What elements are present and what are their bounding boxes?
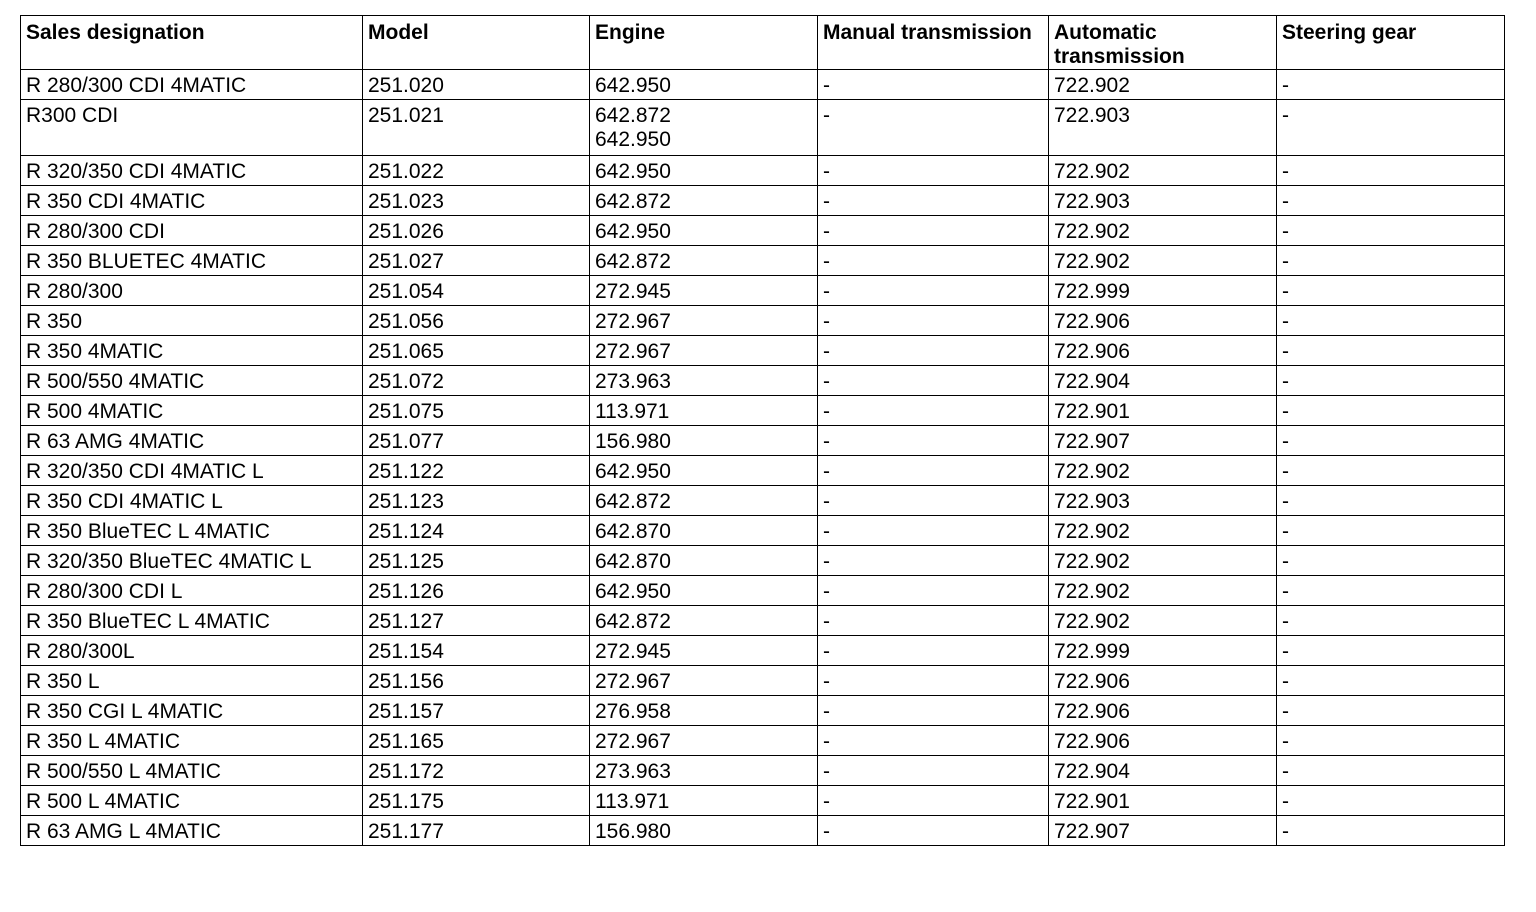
cell-steering-gear: -	[1277, 186, 1505, 216]
cell-automatic-transmission: 722.906	[1049, 666, 1277, 696]
cell-model: 251.026	[363, 216, 590, 246]
cell-steering-gear: -	[1277, 696, 1505, 726]
cell-engine: 273.963	[590, 756, 818, 786]
cell-sales-designation: R 280/300 CDI 4MATIC	[21, 70, 363, 100]
cell-engine: 113.971	[590, 396, 818, 426]
engine-line: 642.950	[595, 128, 671, 151]
cell-steering-gear: -	[1277, 100, 1505, 156]
cell-engine: 642.872	[590, 246, 818, 276]
cell-sales-designation: R 350 L	[21, 666, 363, 696]
header-model: Model	[363, 16, 590, 70]
cell-engine: 272.967	[590, 306, 818, 336]
cell-model: 251.027	[363, 246, 590, 276]
cell-automatic-transmission: 722.902	[1049, 546, 1277, 576]
cell-automatic-transmission: 722.906	[1049, 696, 1277, 726]
cell-model: 251.054	[363, 276, 590, 306]
cell-steering-gear: -	[1277, 726, 1505, 756]
table-body	[21, 70, 1505, 846]
cell-automatic-transmission: 722.903	[1049, 486, 1277, 516]
table-row	[21, 156, 1505, 186]
cell-sales-designation: R 280/300 CDI	[21, 216, 363, 246]
table-row	[21, 396, 1505, 426]
cell-manual-transmission: -	[818, 186, 1049, 216]
cell-model: 251.077	[363, 426, 590, 456]
cell-sales-designation: R 63 AMG 4MATIC	[21, 426, 363, 456]
vehicle-spec-table	[20, 15, 1505, 846]
cell-model: 251.124	[363, 516, 590, 546]
header-steering-gear: Steering gear	[1277, 16, 1505, 70]
cell-steering-gear: -	[1277, 666, 1505, 696]
cell-steering-gear: -	[1277, 336, 1505, 366]
table-row	[21, 816, 1505, 846]
cell-model: 251.022	[363, 156, 590, 186]
cell-engine: 642.950	[590, 576, 818, 606]
table-row	[21, 726, 1505, 756]
cell-engine: 642.950	[590, 70, 818, 100]
cell-engine: 642.872	[590, 606, 818, 636]
cell-steering-gear: -	[1277, 816, 1505, 846]
table-row	[21, 456, 1505, 486]
cell-sales-designation: R 500/550 L 4MATIC	[21, 756, 363, 786]
cell-engine: 276.958	[590, 696, 818, 726]
cell-sales-designation: R 350 BLUETEC 4MATIC	[21, 246, 363, 276]
table-row	[21, 100, 1505, 156]
cell-automatic-transmission: 722.907	[1049, 816, 1277, 846]
table-row	[21, 70, 1505, 100]
cell-automatic-transmission: 722.904	[1049, 756, 1277, 786]
table-row	[21, 786, 1505, 816]
cell-model: 251.175	[363, 786, 590, 816]
cell-steering-gear: -	[1277, 306, 1505, 336]
cell-manual-transmission: -	[818, 306, 1049, 336]
cell-model: 251.125	[363, 546, 590, 576]
table-row	[21, 696, 1505, 726]
cell-manual-transmission: -	[818, 246, 1049, 276]
cell-model: 251.123	[363, 486, 590, 516]
cell-sales-designation: R 63 AMG L 4MATIC	[21, 816, 363, 846]
cell-manual-transmission: -	[818, 786, 1049, 816]
cell-automatic-transmission: 722.901	[1049, 786, 1277, 816]
table-row	[21, 246, 1505, 276]
cell-manual-transmission: -	[818, 546, 1049, 576]
cell-model: 251.020	[363, 70, 590, 100]
cell-manual-transmission: -	[818, 516, 1049, 546]
cell-manual-transmission: -	[818, 156, 1049, 186]
table-row	[21, 546, 1505, 576]
cell-engine: 156.980	[590, 426, 818, 456]
cell-manual-transmission: -	[818, 426, 1049, 456]
cell-manual-transmission: -	[818, 696, 1049, 726]
cell-automatic-transmission: 722.904	[1049, 366, 1277, 396]
cell-engine: 272.967	[590, 336, 818, 366]
cell-automatic-transmission: 722.999	[1049, 636, 1277, 666]
cell-steering-gear: -	[1277, 546, 1505, 576]
engine-line: 642.872	[595, 104, 671, 127]
cell-steering-gear: -	[1277, 456, 1505, 486]
cell-engine: 642.872	[590, 186, 818, 216]
cell-manual-transmission: -	[818, 396, 1049, 426]
cell-manual-transmission: -	[818, 276, 1049, 306]
cell-manual-transmission: -	[818, 216, 1049, 246]
cell-automatic-transmission: 722.903	[1049, 186, 1277, 216]
cell-model: 251.122	[363, 456, 590, 486]
cell-automatic-transmission: 722.902	[1049, 246, 1277, 276]
cell-sales-designation: R 280/300L	[21, 636, 363, 666]
cell-manual-transmission: -	[818, 336, 1049, 366]
cell-steering-gear: -	[1277, 156, 1505, 186]
cell-model: 251.075	[363, 396, 590, 426]
cell-sales-designation: R 500 L 4MATIC	[21, 786, 363, 816]
cell-engine: 272.967	[590, 666, 818, 696]
table-row	[21, 426, 1505, 456]
cell-model: 251.177	[363, 816, 590, 846]
table-row	[21, 336, 1505, 366]
header-sales-designation: Sales designation	[21, 16, 363, 70]
cell-sales-designation: R 280/300	[21, 276, 363, 306]
cell-sales-designation: R 350 CGI L 4MATIC	[21, 696, 363, 726]
cell-engine: 273.963	[590, 366, 818, 396]
cell-model: 251.065	[363, 336, 590, 366]
cell-manual-transmission: -	[818, 816, 1049, 846]
cell-automatic-transmission: 722.906	[1049, 726, 1277, 756]
header-manual-transmission: Manual transmission	[818, 16, 1049, 70]
cell-sales-designation: R300 CDI	[21, 100, 363, 156]
table-row	[21, 576, 1505, 606]
table-row	[21, 306, 1505, 336]
cell-model: 251.056	[363, 306, 590, 336]
cell-manual-transmission: -	[818, 756, 1049, 786]
cell-automatic-transmission: 722.902	[1049, 516, 1277, 546]
cell-steering-gear: -	[1277, 276, 1505, 306]
cell-manual-transmission: -	[818, 666, 1049, 696]
table-row	[21, 216, 1505, 246]
header-row	[21, 16, 1505, 70]
cell-engine: 156.980	[590, 816, 818, 846]
cell-model: 251.126	[363, 576, 590, 606]
table-row	[21, 516, 1505, 546]
cell-steering-gear: -	[1277, 246, 1505, 276]
cell-steering-gear: -	[1277, 426, 1505, 456]
cell-model: 251.023	[363, 186, 590, 216]
table-row	[21, 366, 1505, 396]
cell-model: 251.127	[363, 606, 590, 636]
cell-model: 251.154	[363, 636, 590, 666]
cell-engine: 642.950	[590, 156, 818, 186]
cell-automatic-transmission: 722.902	[1049, 606, 1277, 636]
cell-model: 251.172	[363, 756, 590, 786]
cell-engine: 642.872	[590, 486, 818, 516]
cell-manual-transmission: -	[818, 726, 1049, 756]
cell-engine: 272.967	[590, 726, 818, 756]
cell-engine: 642.870	[590, 546, 818, 576]
cell-automatic-transmission: 722.902	[1049, 70, 1277, 100]
cell-sales-designation: R 320/350 BlueTEC 4MATIC L	[21, 546, 363, 576]
cell-manual-transmission: -	[818, 606, 1049, 636]
cell-model: 251.165	[363, 726, 590, 756]
cell-steering-gear: -	[1277, 366, 1505, 396]
cell-sales-designation: R 350	[21, 306, 363, 336]
cell-steering-gear: -	[1277, 576, 1505, 606]
cell-model: 251.157	[363, 696, 590, 726]
cell-automatic-transmission: 722.906	[1049, 336, 1277, 366]
cell-steering-gear: -	[1277, 756, 1505, 786]
cell-automatic-transmission: 722.903	[1049, 100, 1277, 156]
cell-engine: 113.971	[590, 786, 818, 816]
cell-sales-designation: R 280/300 CDI L	[21, 576, 363, 606]
table-row	[21, 486, 1505, 516]
cell-engine: 272.945	[590, 276, 818, 306]
cell-manual-transmission: -	[818, 456, 1049, 486]
cell-automatic-transmission: 722.902	[1049, 576, 1277, 606]
cell-engine: 642.950	[590, 216, 818, 246]
cell-engine: 642.950	[590, 456, 818, 486]
cell-sales-designation: R 350 CDI 4MATIC L	[21, 486, 363, 516]
table-row	[21, 186, 1505, 216]
cell-automatic-transmission: 722.902	[1049, 456, 1277, 486]
cell-sales-designation: R 350 CDI 4MATIC	[21, 186, 363, 216]
cell-sales-designation: R 350 4MATIC	[21, 336, 363, 366]
cell-manual-transmission: -	[818, 366, 1049, 396]
cell-manual-transmission: -	[818, 636, 1049, 666]
cell-sales-designation: R 320/350 CDI 4MATIC	[21, 156, 363, 186]
cell-steering-gear: -	[1277, 216, 1505, 246]
table-row	[21, 606, 1505, 636]
cell-automatic-transmission: 722.907	[1049, 426, 1277, 456]
cell-manual-transmission: -	[818, 100, 1049, 156]
cell-automatic-transmission: 722.906	[1049, 306, 1277, 336]
cell-sales-designation: R 350 BlueTEC L 4MATIC	[21, 606, 363, 636]
cell-engine: 642.870	[590, 516, 818, 546]
header-automatic-transmission: Automatic transmission	[1049, 16, 1277, 70]
cell-model: 251.021	[363, 100, 590, 156]
cell-automatic-transmission: 722.902	[1049, 156, 1277, 186]
cell-steering-gear: -	[1277, 636, 1505, 666]
header-engine: Engine	[590, 16, 818, 70]
table-row	[21, 666, 1505, 696]
table-row	[21, 276, 1505, 306]
cell-sales-designation: R 500/550 4MATIC	[21, 366, 363, 396]
cell-steering-gear: -	[1277, 516, 1505, 546]
cell-sales-designation: R 320/350 CDI 4MATIC L	[21, 456, 363, 486]
cell-manual-transmission: -	[818, 70, 1049, 100]
cell-steering-gear: -	[1277, 786, 1505, 816]
table-row	[21, 756, 1505, 786]
cell-steering-gear: -	[1277, 70, 1505, 100]
cell-manual-transmission: -	[818, 576, 1049, 606]
cell-engine	[590, 100, 818, 156]
cell-steering-gear: -	[1277, 486, 1505, 516]
cell-manual-transmission: -	[818, 486, 1049, 516]
cell-automatic-transmission: 722.902	[1049, 216, 1277, 246]
cell-model: 251.156	[363, 666, 590, 696]
cell-automatic-transmission: 722.999	[1049, 276, 1277, 306]
table-row	[21, 636, 1505, 666]
cell-sales-designation: R 500 4MATIC	[21, 396, 363, 426]
cell-model: 251.072	[363, 366, 590, 396]
cell-steering-gear: -	[1277, 606, 1505, 636]
cell-automatic-transmission: 722.901	[1049, 396, 1277, 426]
cell-steering-gear: -	[1277, 396, 1505, 426]
cell-engine: 272.945	[590, 636, 818, 666]
cell-sales-designation: R 350 L 4MATIC	[21, 726, 363, 756]
cell-sales-designation: R 350 BlueTEC L 4MATIC	[21, 516, 363, 546]
